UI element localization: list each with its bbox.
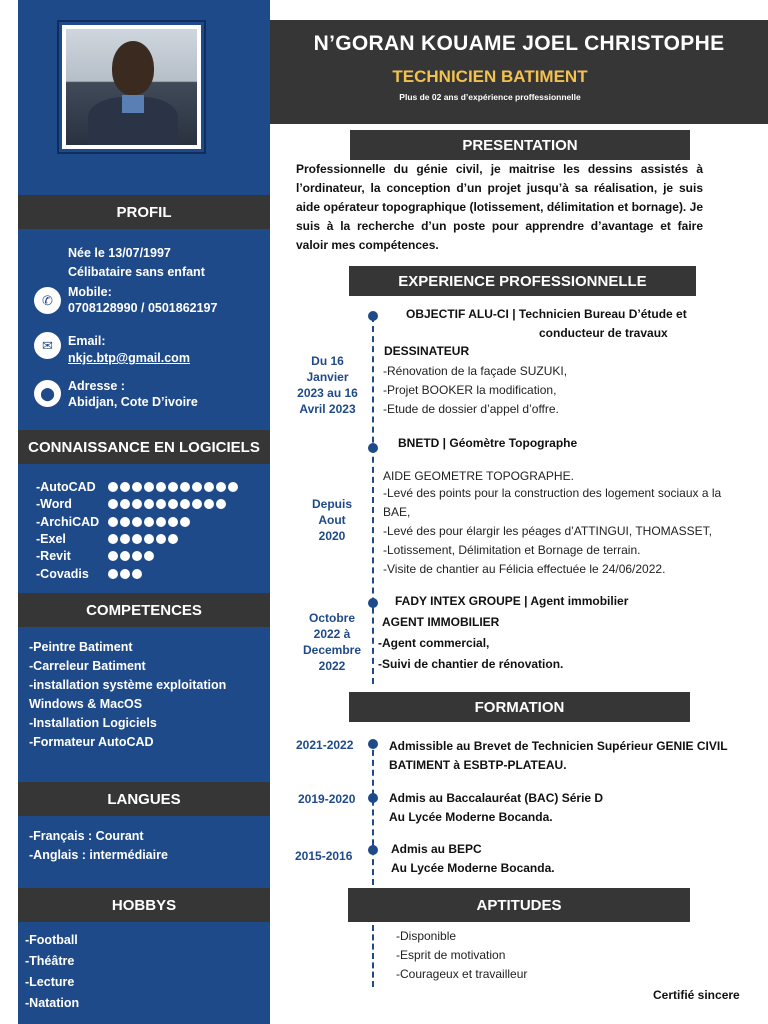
skill-dot: [156, 534, 166, 544]
address-label: Adresse :: [68, 379, 125, 393]
competences-list: [29, 638, 226, 752]
experience-timeline: [372, 316, 374, 684]
software-name: -ArchiCAD: [36, 514, 100, 529]
hobbys-list: [25, 930, 79, 1014]
skill-dot: [192, 499, 202, 509]
skill-dot: [144, 517, 154, 527]
hobby-item: -Natation: [25, 996, 80, 1010]
phone-icon: ✆: [34, 287, 61, 314]
software-name: -Exel: [36, 531, 66, 546]
skill-dot: [156, 482, 166, 492]
competence-item: -Formateur AutoCAD: [29, 735, 154, 749]
address-value: Abidjan, Cote D’ivoire: [68, 395, 198, 409]
hobby-item: -Théâtre: [25, 954, 75, 968]
job-date: Du 16 Janvier 2023 au 16 Avril 2023: [297, 354, 358, 416]
competences-heading: COMPETENCES: [18, 593, 270, 627]
job-tasks: -Levé des points pour la construction des logement sociaux a la BAE, -Levé des pour élargir les péages d’ATTINGUI, THOMASSET, -Lotissement, Délimitation et Bornage de terrain. -Visite de chantier au Félicia effectuée le 24/06/2022.: [383, 486, 722, 576]
location-icon: ⬤: [34, 380, 61, 407]
skill-dot: [168, 534, 178, 544]
software-heading: CONNAISSANCE EN LOGICIELS: [18, 430, 270, 464]
skill-dot: [132, 517, 142, 527]
skill-dot: [120, 499, 130, 509]
skill-level-dots: [108, 569, 142, 579]
software-name: -Word: [36, 496, 72, 511]
formation-line: BATIMENT à ESBTP-PLATEAU.: [389, 758, 567, 772]
formation-line: Admis au BEPC: [391, 842, 482, 856]
software-item: [36, 495, 226, 512]
skill-dot: [144, 482, 154, 492]
formation-heading: FORMATION: [349, 692, 690, 722]
skill-dot: [108, 482, 118, 492]
job-role: AGENT IMMOBILIER: [382, 615, 500, 629]
profile-photo-frame: [57, 20, 206, 154]
software-item: [36, 478, 238, 495]
job-role: DESSINATEUR: [384, 344, 470, 358]
timeline-dot: [368, 739, 378, 749]
skill-dot: [168, 499, 178, 509]
software-item: [36, 513, 190, 530]
skill-dot: [204, 499, 214, 509]
experience-heading: EXPERIENCE PROFESSIONNELLE: [349, 266, 696, 296]
job-company: BNETD | Géomètre Topographe: [398, 436, 578, 450]
aptitudes-heading: APTITUDES: [348, 888, 690, 922]
mobile-label: Mobile:: [68, 285, 112, 299]
skill-dot: [132, 569, 142, 579]
skill-dot: [108, 517, 118, 527]
birth-date: Née le 13/07/1997: [68, 246, 171, 260]
aptitudes-list: [396, 927, 527, 984]
skill-dot: [120, 534, 130, 544]
skill-dot: [180, 499, 190, 509]
profile-photo: [62, 25, 201, 149]
job-company: OBJECTIF ALU-CI | Technicien Bureau D’étude et: [406, 307, 687, 321]
formation-line: Au Lycée Moderne Bocanda.: [391, 861, 555, 875]
formation-year: 2019-2020: [298, 792, 356, 806]
presentation-text: Professionnelle du génie civil, je maitrise les dessins assistés à l’ordinateur, la conception d’un projet jusqu’à sa réalisation, je suis aide opérateur topographique (lotissement, délimitation et bornage). Je suis à la recherche d’un poste pour apprendre d’avantage et faire valoir mes compétences.: [296, 162, 703, 252]
aptitude-item: -Esprit de motivation: [396, 948, 506, 962]
timeline-dot: [368, 793, 378, 803]
skill-dot: [144, 534, 154, 544]
candidate-name: N’GORAN KOUAME JOEL CHRISTOPHE: [313, 32, 725, 55]
software-item: [36, 565, 142, 582]
job-role: AIDE GEOMETRE TOPOGRAPHE.: [383, 469, 574, 483]
hobby-item: -Football: [25, 933, 78, 947]
skill-dot: [216, 482, 226, 492]
langues-heading: LANGUES: [18, 782, 270, 816]
skill-dot: [204, 482, 214, 492]
aptitudes-line: [372, 925, 374, 987]
skill-dot: [120, 482, 130, 492]
job-tasks: -Agent commercial, -Suivi de chantier de rénovation.: [378, 636, 564, 671]
skill-dot: [108, 551, 118, 561]
skill-dot: [120, 569, 130, 579]
skill-dot: [192, 482, 202, 492]
skill-dot: [132, 551, 142, 561]
competence-item: Windows & MacOS: [29, 697, 143, 711]
timeline-dot: [368, 598, 378, 608]
skill-dot: [168, 482, 178, 492]
job-company: FADY INTEX GROUPE | Agent immobilier: [395, 594, 629, 608]
email-label: Email:: [68, 334, 106, 348]
timeline-dot: [368, 311, 378, 321]
formation-timeline: [372, 740, 374, 885]
software-item: [36, 530, 178, 547]
skill-dot: [156, 517, 166, 527]
skill-dot: [120, 517, 130, 527]
formation-line: Admissible au Brevet de Technicien Supérieur GENIE CIVIL: [389, 739, 728, 753]
skill-dot: [108, 569, 118, 579]
formation-year: 2015-2016: [295, 849, 353, 863]
aptitude-item: -Courageux et travailleur: [396, 967, 528, 981]
certification-note: Certifié sincere: [653, 988, 740, 1002]
langues-list: [29, 827, 168, 865]
competence-item: -installation système exploitation: [29, 678, 227, 692]
timeline-dot: [368, 845, 378, 855]
formation-line: Au Lycée Moderne Bocanda.: [389, 810, 553, 824]
timeline-dot: [368, 443, 378, 453]
skill-dot: [156, 499, 166, 509]
skill-level-dots: [108, 551, 154, 561]
skill-dot: [168, 517, 178, 527]
skill-dot: [120, 551, 130, 561]
skill-dot: [132, 534, 142, 544]
skill-dot: [144, 499, 154, 509]
skill-dot: [216, 499, 226, 509]
software-item: [36, 547, 154, 564]
mail-icon: ✉: [34, 332, 61, 359]
competence-item: -Peintre Batiment: [29, 640, 133, 654]
skill-level-dots: [108, 499, 226, 509]
competence-item: -Carreleur Batiment: [29, 659, 146, 673]
hobby-item: -Lecture: [25, 975, 75, 989]
job-tasks: -Rénovation de la façade SUZUKI, -Projet BOOKER la modification, -Etude de dossier d’appel d’offre.: [383, 364, 568, 416]
job-date: Octobre 2022 à Decembre 2022: [302, 611, 362, 673]
langue-item: -Anglais : intermédiaire: [29, 848, 168, 862]
software-name: -Revit: [36, 548, 71, 563]
skill-dot: [108, 499, 118, 509]
formation-line: Admis au Baccalauréat (BAC) Série D: [389, 791, 604, 805]
marital-status: Célibataire sans enfant: [68, 265, 205, 279]
presentation-heading: PRESENTATION: [350, 130, 690, 160]
mobile-number[interactable]: 0708128990 / 0501862197: [68, 301, 218, 315]
software-name: -AutoCAD: [36, 479, 96, 494]
software-name: -Covadis: [36, 566, 89, 581]
job-date: Depuis Aout 2020: [311, 497, 352, 543]
skill-dot: [144, 551, 154, 561]
skill-dot: [180, 482, 190, 492]
skill-level-dots: [108, 517, 190, 527]
job-title: TECHNICIEN BATIMENT: [392, 67, 588, 86]
skill-dot: [132, 482, 142, 492]
skill-dot: [228, 482, 238, 492]
aptitude-item: -Disponible: [396, 929, 457, 943]
formation-year: 2021-2022: [296, 738, 354, 752]
email-link[interactable]: nkjc.btp@gmail.com: [68, 351, 190, 365]
hobbys-heading: HOBBYS: [18, 888, 270, 922]
skill-level-dots: [108, 534, 178, 544]
competence-item: -Installation Logiciels: [29, 716, 157, 730]
skill-dot: [108, 534, 118, 544]
profile-heading: PROFIL: [18, 195, 270, 229]
skill-level-dots: [108, 482, 238, 492]
skill-dot: [132, 499, 142, 509]
skill-dot: [180, 517, 190, 527]
langue-item: -Français : Courant: [29, 829, 144, 843]
job-company-cont: conducteur de travaux: [539, 326, 668, 340]
experience-summary: Plus de 02 ans d’expérience proffessionnelle: [399, 92, 581, 102]
